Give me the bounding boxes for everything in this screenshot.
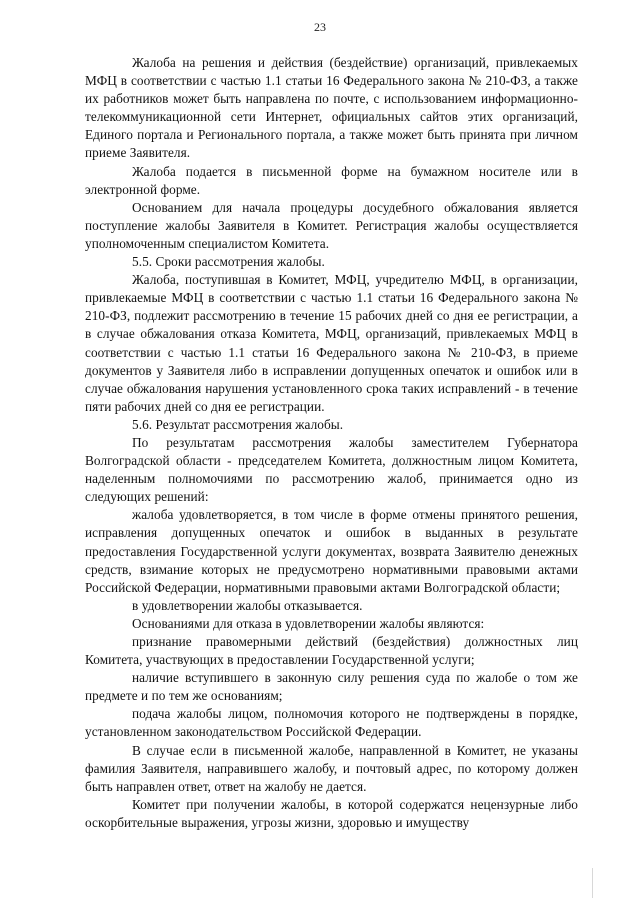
page-number: 23 (314, 20, 326, 34)
scan-margin-line (592, 868, 593, 898)
list-item: жалоба удовлетворяется, в том числе в форме отмены принятого решения, исправления допущенных опечаток и ошибок в выданных в результате предоставления Государственной услуги документах, возврата Заявителю денежных средств, взимание которых не предусмотрено нормативными правовыми актами Российской Федерации, нормативными правовыми актами Волгоградской области; (85, 507, 578, 595)
paragraph: Жалоба подается в письменной форме на бумажном носителе или в электронной форме. (85, 163, 578, 197)
list-item: признание правомерными действий (бездействия) должностных лиц Комитета, участвующих в предоставлении Государственной услуги; (85, 634, 578, 668)
section-heading: 5.5. Сроки рассмотрения жалобы. (132, 254, 325, 270)
paragraph: В случае если в письменной жалобе, направленной в Комитет, не указаны фамилия Заявителя, направившего жалобу, и почтовый адрес, по которому должен быть направлен ответ, ответ на жалобу не дается. (85, 742, 578, 794)
paragraph: Жалоба, поступившая в Комитет, МФЦ, учредителю МФЦ, в организации, привлекаемые МФЦ в соответствии с частью 1.1 статьи 16 Федерального закона № 210-ФЗ, подлежит рассмотрению в течение 15 рабочих дней со дня ее регистрации, а в случае обжалования отказа Комитета, МФЦ, организаций, привлекаемых МФЦ в соответствии с частью 1.1 статьи 16 Федерального закона № 210-ФЗ, в приеме документов у Заявителя либо в исправлении допущенных опечаток и ошибок или в случае обжалования нарушения установленного срока таких исправлений - в течение пяти рабочих дней со дня ее регистрации. (85, 272, 578, 414)
paragraph: Комитет при получении жалобы, в которой содержатся нецензурные либо оскорбительные выражения, угрозы жизни, здоровью и имуществу (85, 796, 578, 830)
paragraph: По результатам рассмотрения жалобы заместителем Губернатора Волгоградской области - председателем Комитета, должностным лицом Комитета, наделенным полномочиями по рассмотрению жалоб, принимается одно из следующих решений: (85, 434, 578, 505)
list-item: подача жалобы лицом, полномочия которого не подтверждены в порядке, установленном законодательством Российской Федерации. (85, 706, 578, 740)
paragraph: Жалоба на решения и действия (бездействие) организаций, привлекаемых МФЦ в соответствии с частью 1.1 статьи 16 Федерального закона № 210-ФЗ, а также их работников может быть направлена по почте, с использованием информационно-телекоммуникационной сети Интернет, официальных сайтов этих организаций, Единого портала и Регионального портала, а также может быть принята при личном приеме Заявителя. (85, 55, 578, 161)
page-content (85, 54, 578, 832)
paragraph: Основаниями для отказа в удовлетворении жалобы являются: (132, 615, 485, 631)
section-heading: 5.6. Результат рассмотрения жалобы. (132, 416, 344, 432)
list-item: наличие вступившего в законную силу решения суда по жалобе о том же предмете и по тем же основаниям; (85, 670, 578, 704)
list-item: в удовлетворении жалобы отказывается. (132, 597, 363, 613)
paragraph: Основанием для начала процедуры досудебного обжалования является поступление жалобы Заявителя в Комитет. Регистрация жалобы осуществляется уполномоченным специалистом Комитета. (85, 199, 578, 251)
